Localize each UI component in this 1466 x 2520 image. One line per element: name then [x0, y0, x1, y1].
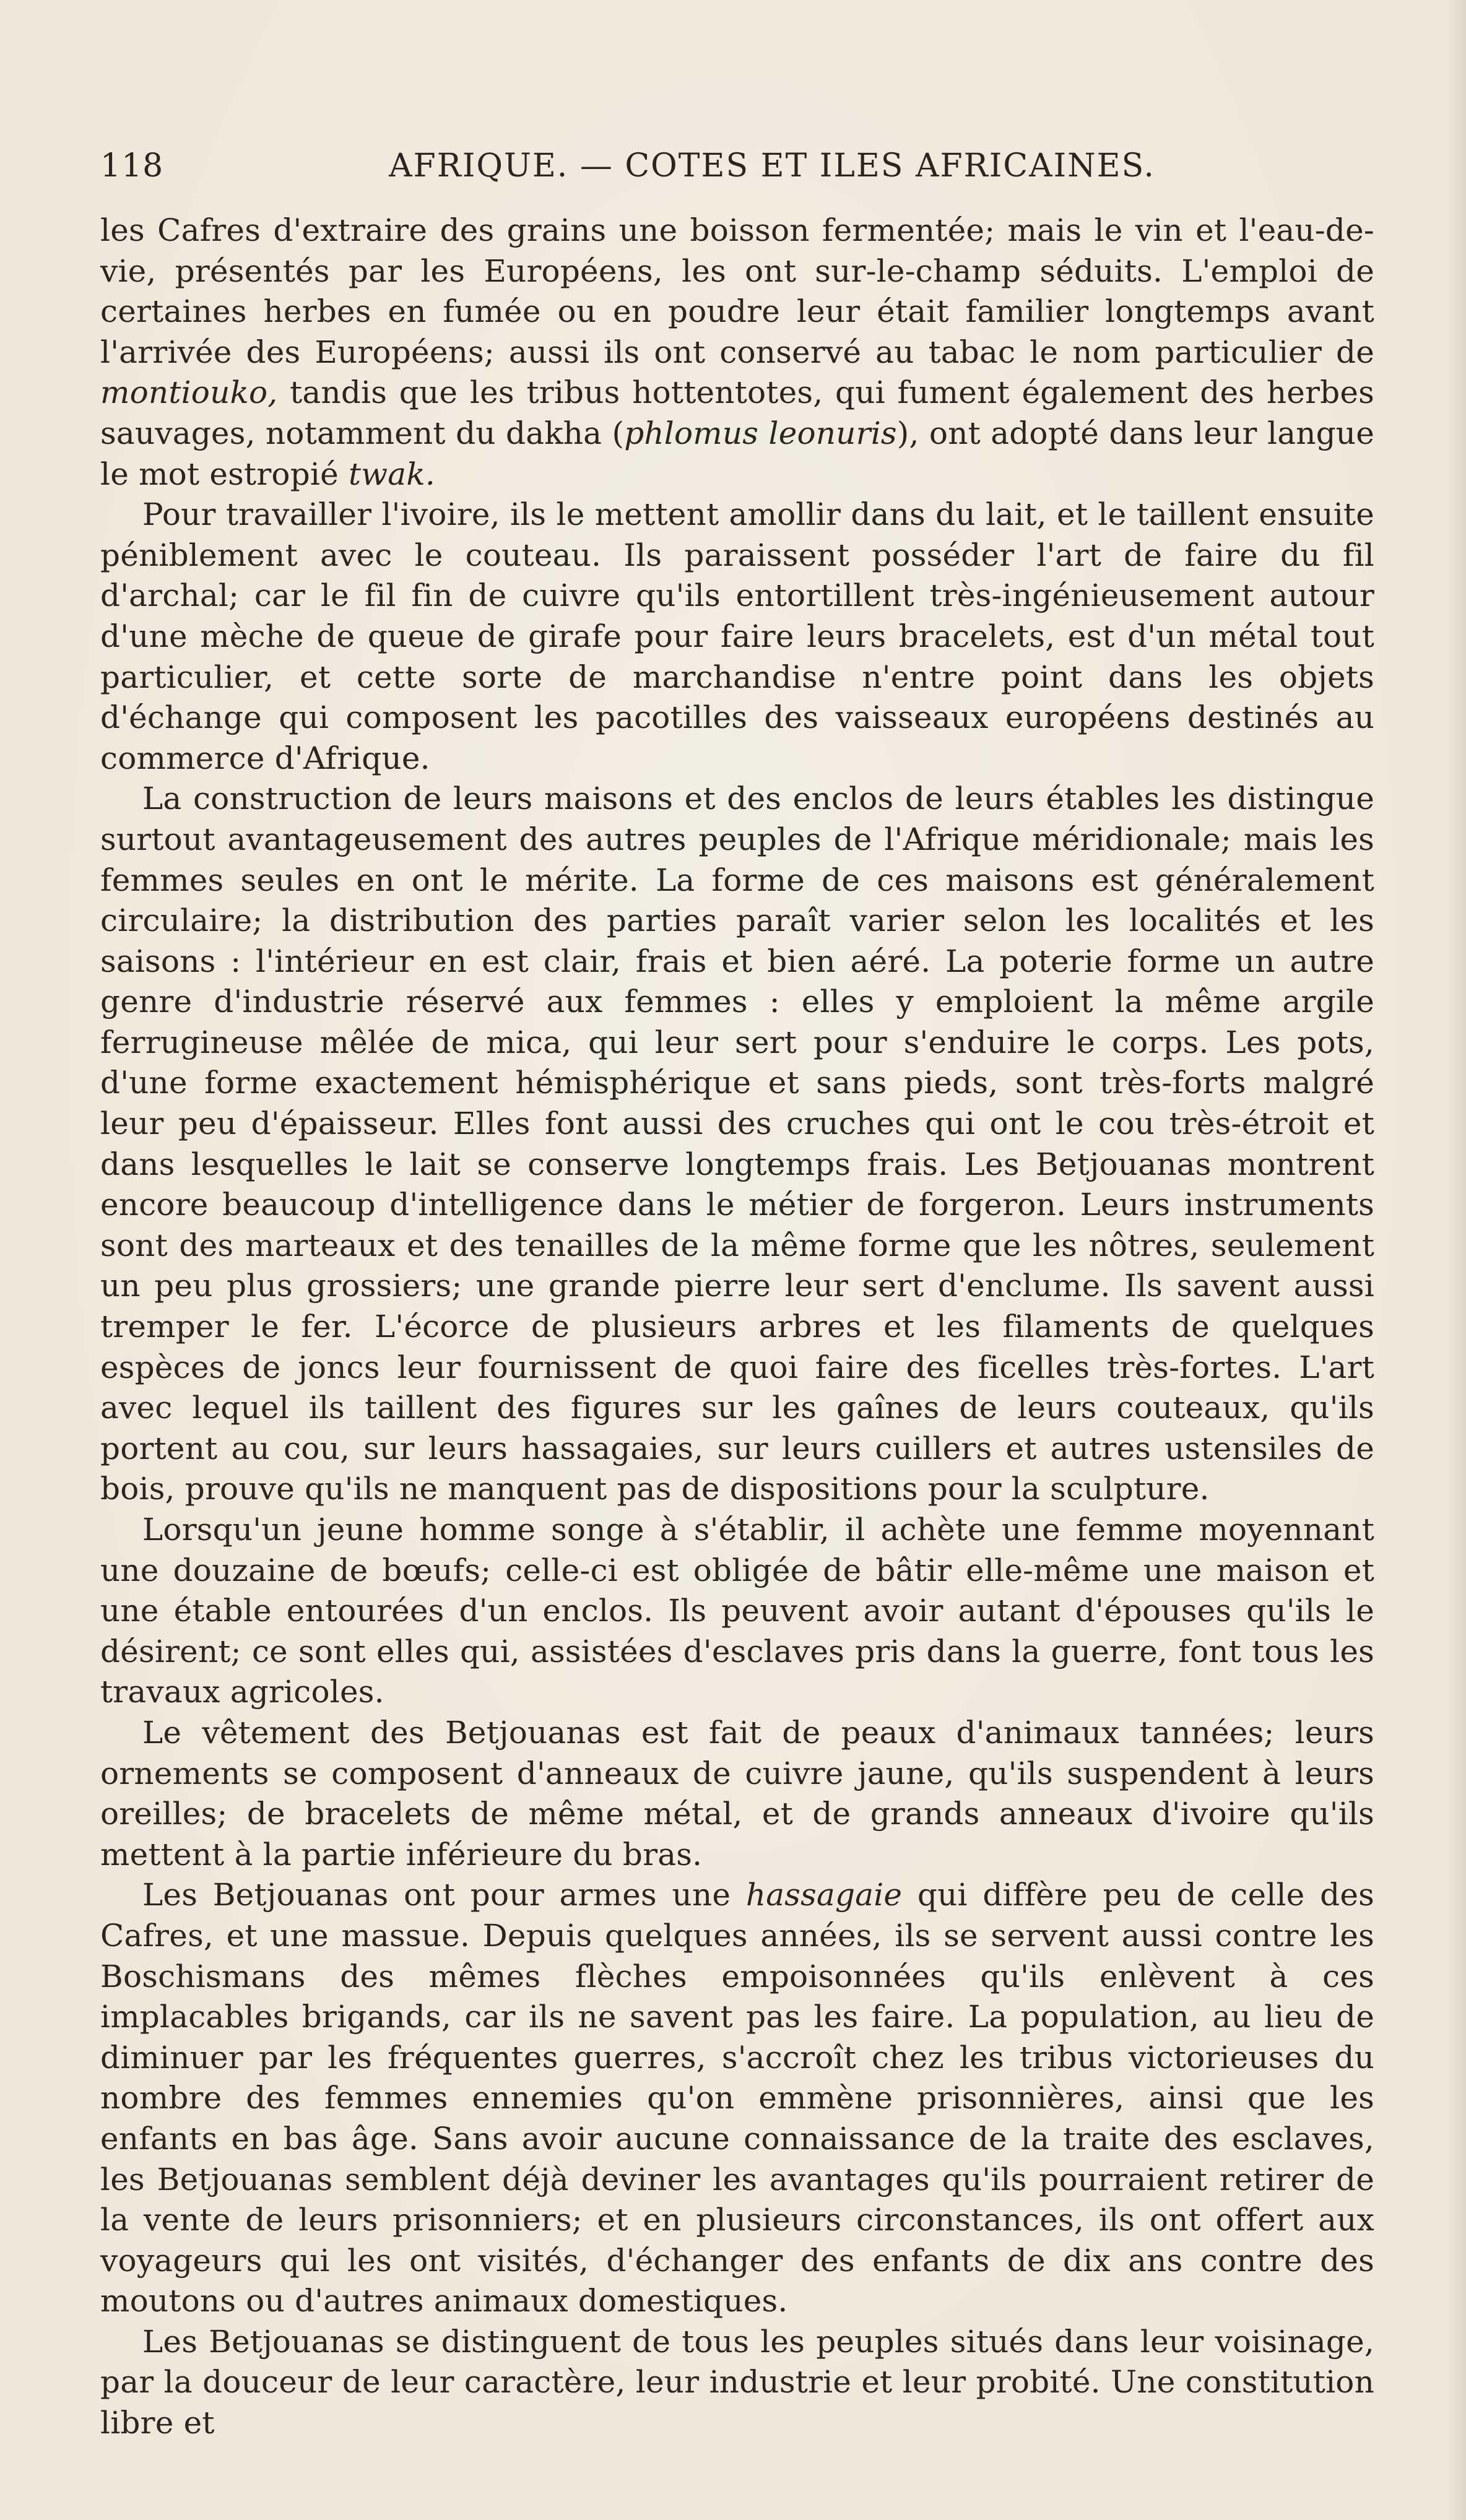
text-run: Les Betjouanas ont pour armes une [142, 1877, 746, 1913]
paragraph [100, 495, 1374, 779]
italic-term: phlomus leonuris [624, 415, 897, 451]
page-header [100, 142, 1369, 198]
body-text [100, 210, 1374, 2444]
paragraph [100, 1713, 1374, 1875]
paragraph [100, 1875, 1374, 2322]
text-run: ), ont adopté dans leur langue le mot estropié [100, 415, 1374, 492]
paragraph [100, 779, 1374, 1510]
text-run: Pour travailler l'ivoire, ils le mettent amollir dans du lait, et le taillent ensuite péniblement avec le couteau. Ils paraissent posséder l'art de faire du fil d'archal; car le fil fin de cuivre qu'ils entortillent très-ingénieusement autour d'une mèche de queue de girafe pour faire leurs bracelets, est d'un métal tout particulier, et cette sorte de marchandise n'entre point dans les objets d'échange qui composent les pacotilles des vaisseaux européens destinés au commerce d'Afrique. [100, 496, 1374, 776]
paragraph [100, 1510, 1374, 1713]
text-run: Lorsqu'un jeune homme songe à s'établir, il achète une femme moyennant une douzaine de bœufs; celle-ci est obligée de bâtir elle-même une maison et une étable entourées d'un enclos. Ils peuvent avoir autant d'épouses qu'ils le désirent; ce sont elles qui, assistées d'esclaves pris dans la guerre, font tous les travaux agricoles. [100, 1512, 1374, 1710]
italic-term: hassagaie [745, 1877, 903, 1913]
page-edge-shadow [1447, 0, 1466, 2520]
text-run: La construction de leurs maisons et des enclos de leurs étables les distingue surtout avantageusement des autres peuples de l'Afrique méridionale; mais les femmes seules en ont le mérite. La forme de ces maisons est généralement circulaire; la distribution des parties paraît varier selon les localités et les saisons : l'intérieur en est clair, frais et bien aéré. La poterie forme un autre genre d'industrie réservé aux femmes : elles y emploient la même argile ferrugineuse mêlée de mica, qui leur sert pour s'enduire le corps. Les pots, d'une forme exactement hémisphérique et sans pieds, sont très-forts malgré leur peu d'épaisseur. Elles font aussi des cruches qui ont le cou très-étroit et dans lesquelles le lait se conserve longtemps frais. Les Betjouanas montrent encore beaucoup d'intelligence dans le métier de forgeron. Leurs instruments sont des marteaux et des tenailles de la même forme que les nôtres, seulement un peu plus grossiers; une grande pierre leur sert d'enclume. Ils savent aussi tremper le fer. L'écorce de plusieurs arbres et les filaments de quelques espèces de joncs leur fournissent de quoi faire des ficelles très-fortes. L'art avec lequel ils taillent des figures sur les gaînes de leurs couteaux, qu'ils portent au cou, sur leurs hassagaies, sur leurs cuillers et autres ustensiles de bois, prouve qu'ils ne manquent pas de dispositions pour la sculpture. [100, 781, 1374, 1507]
text-run: les Cafres d'extraire des grains une boisson fermentée; mais le vin et l'eau-de-vie, présentés par les Européens, les ont sur-le-champ séduits. L'emploi de certaines herbes en fumée ou en poudre leur était familier longtemps avant l'arrivée des Européens; aussi ils ont conservé au tabac le nom particulier de [100, 212, 1374, 370]
text-run: Le vêtement des Betjouanas est fait de peaux d'animaux tannées; leurs ornements se composent d'anneaux de cuivre jaune, qu'ils suspendent à leurs oreilles; de bracelets de même métal, et de grands anneaux d'ivoire qu'ils mettent à la partie inférieure du bras. [100, 1714, 1374, 1873]
page-number: 118 [100, 147, 164, 184]
text-run: Les Betjouanas se distinguent de tous les peuples situés dans leur voisinage, par la douceur de leur caractère, leur industrie et leur probité. Une constitution libre et [100, 2323, 1374, 2441]
italic-term: twak. [349, 456, 435, 492]
paragraph [100, 2322, 1374, 2444]
text-run: tandis que les tribus hottentotes, qui fument également des herbes sauvages, notamment du dakha ( [100, 375, 1374, 451]
running-head: AFRIQUE. — COTES ET ILES AFRICAINES. [389, 147, 1155, 184]
text-run: qui diffère peu de celle des Cafres, et une massue. Depuis quelques années, ils se servent aussi contre les Boschismans des mêmes flèches empoisonnées qu'ils enlèvent à ces implacables brigands, car ils ne savent pas les faire. La population, au lieu de diminuer par les fréquentes guerres, s'accroît chez les tribus victorieuses du nombre des femmes ennemies qu'on emmène prisonnières, ainsi que les enfants en bas âge. Sans avoir aucune connaissance de la traite des esclaves, les Betjouanas semblent déjà deviner les avantages qu'ils pourraient retirer de la vente de leurs prisonniers; et en plusieurs circonstances, ils ont offert aux voyageurs qui les ont visités, d'échanger des enfants de dix ans contre des moutons ou d'autres animaux domestiques. [100, 1877, 1374, 2319]
paragraph [100, 210, 1374, 495]
italic-term: montiouko, [100, 375, 278, 411]
